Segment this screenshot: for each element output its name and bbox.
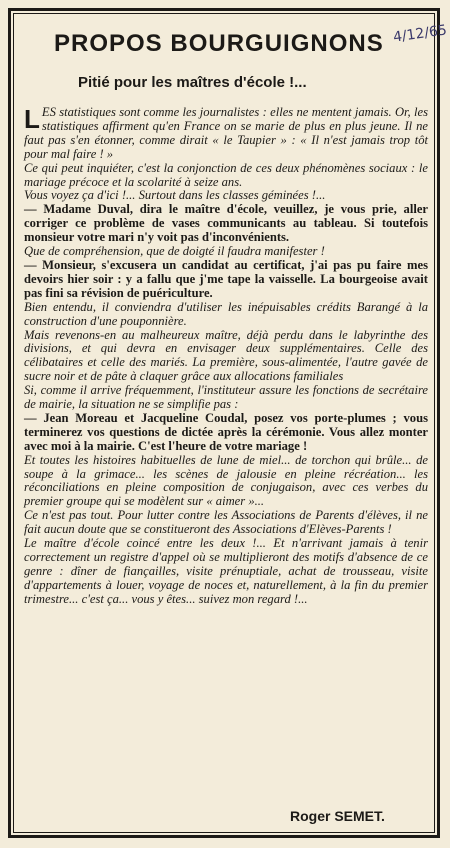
column-header: PROPOS BOURGUIGNONS: [54, 30, 384, 57]
paragraph: Bien entendu, il conviendra d'utiliser les inépuisables crédits Barangé à la construction d'une pouponnière.: [24, 299, 428, 328]
article-body: [24, 106, 428, 607]
article-title: Pitié pour les maîtres d'école !...: [78, 74, 307, 91]
paragraph: Le maître d'école coincé entre les deux !... Et n'arrivant jamais à tenir correctement un registre d'appel où se multiplieront des motifs d'absence de ce genre : dîner de fiançailles, visite prénuptiale, achat de trousseau, visite d'appartements à louer, voyage de noces et, naturellement, à la fin du premier trimestre... c'est ça... vous y êtes... suivez mon regard !...: [24, 536, 428, 606]
paragraph: — Monsieur, s'excusera un candidat au certificat, j'ai pas pu faire mes devoirs hier soir : y a fallu que j'me tape la vaisselle. La bourgeoise avait pas fini sa révision de puériculture.: [24, 257, 428, 300]
handwritten-date: 4/12/65: [392, 22, 448, 46]
drop-cap: L: [24, 104, 40, 134]
paragraph: Que de compréhension, que de doigté il faudra manifester !: [24, 244, 325, 259]
paragraph: Si, comme il arrive fréquemment, l'instituteur assure les fonctions de secrétaire de mairie, la situation ne se simplifie pas :: [24, 383, 428, 412]
paragraph: Vous voyez ça d'ici !... Surtout dans les classes géminées !...: [24, 188, 326, 203]
author-signature: Roger SEMET.: [290, 808, 385, 824]
paragraph: Mais revenons-en au malheureux maître, déjà perdu dans le labyrinthe des divisions, et qui devra en envisager deux supplémentaires. Celle des célibataires et celle des mariés. La première, sous-alimentée, l'autre gavée de sucre noir et de pâte à claquer grâce aux allocations familiales: [24, 327, 428, 384]
paragraph: Ce qui peut inquiéter, c'est la conjonction de ces deux phénomènes sociaux : le mariage précoce et la scolarité à seize ans.: [24, 160, 428, 189]
paragraph: — Jean Moreau et Jacqueline Coudal, posez vos porte-plumes ; vous terminerez vos questions de dictée après la cérémonie. Vous allez monter avec moi à la mairie. C'est l'heure de votre mariage !: [24, 410, 428, 453]
paragraph: LES statistiques sont comme les journalistes : elles ne mentent jamais. Or, les statistiques affirment qu'en France on se marie de plus en plus jeune. Il ne faut pas s'en étonner, comme dirait « le Taupier » : « Il n'est jamais trop tôt pour mal faire ! »: [24, 104, 428, 161]
paragraph: Ce n'est pas tout. Pour lutter contre les Associations de Parents d'élèves, il ne fait aucun doute que se constitueront des Associations d'Elèves-Parents !: [24, 508, 428, 537]
paragraph: Et toutes les histoires habituelles de lune de miel... de torchon qui brûle... de soupe à la grimace... les scènes de jalousie en pleine récréation... les réconciliations en pleine composition de conjugaison, avec ces verbes du premier groupe qui se modèlent sur « aimer »...: [24, 452, 428, 509]
paragraph: — Madame Duval, dira le maître d'école, veuillez, je vous prie, aller corriger ce problème de vases communicants au tableau. Si toutefois monsieur votre mari n'y voit pas d'inconvénients.: [24, 202, 428, 245]
